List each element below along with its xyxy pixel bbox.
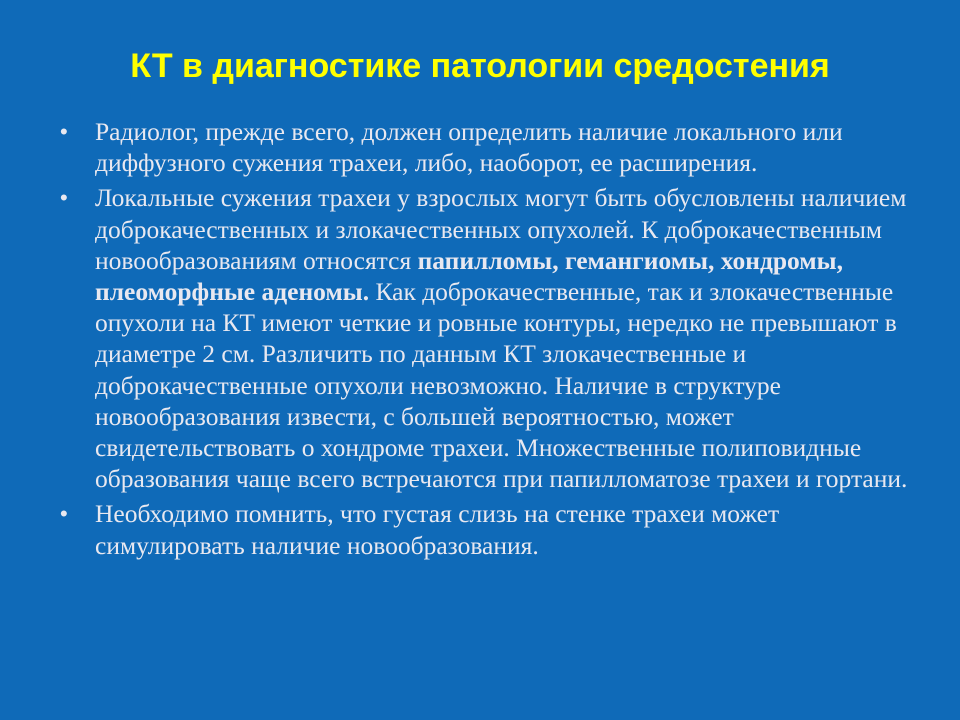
bullet-dot-icon: • [60,185,68,211]
bullet-text-intro: Локальные сужения трахеи у взрослых могут быть обусловлены наличием доброкачественных и злокачественных опухолей. К доброкачественным новообразованиям относятся [95,183,907,275]
bullet-text: Радиолог, прежде всего, должен определить наличие локального или диффузного сужения трахеи, либо, наоборот, ее расширения. [95,117,843,178]
bullet-dot-icon: • [60,119,68,144]
bullet-text-continuation: Как доброкачественные, так и злокачественные опухоли на КТ имеют четкие и ровные контуры, нередко не превышают в диаметре 2 см. Различить по данным КТ злокачественные и доброкачественные опухоли невозможно. Наличие в структуре новообразования извести, с большей вероятностью, может свидетельствовать о хондроме трахеи. Множественные полиповидные образования чаще всего встречаются при папилломатозе трахеи и гортани. [95,277,908,494]
bullet-text: Необходимо помнить, что густая слизь на стенке трахеи может симулировать наличие новообразования. [95,499,780,560]
bullet-item-2 [60,182,910,494]
bullet-item-1 [60,116,910,178]
bullet-dot-icon: • [60,501,68,527]
bullet-list [60,116,910,565]
bullet-item-3 [60,498,910,560]
slide-title: КТ в диагностике патологии средостения [130,47,830,85]
bullet-text-bold-list: папилломы, гемангиомы, хондромы, плеоморфные аденомы. [95,245,843,307]
